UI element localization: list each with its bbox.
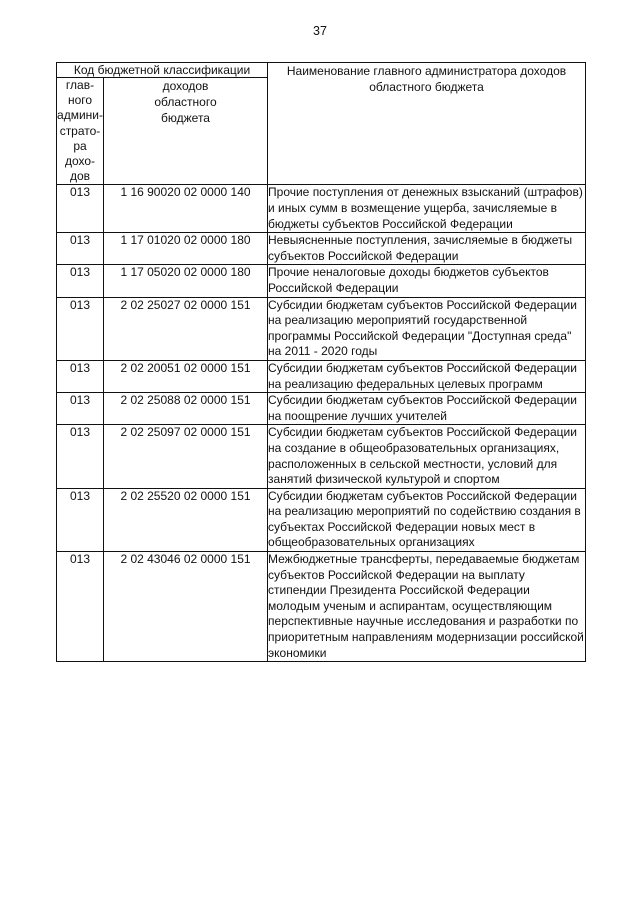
table-body (57, 185, 586, 662)
table-row (57, 552, 586, 662)
table-row (57, 360, 586, 392)
revenue-code-cell: 2 02 43046 02 0000 151 (104, 552, 268, 662)
table-row (57, 393, 586, 425)
header-admin-line: страто- (59, 123, 101, 138)
table-row (57, 297, 586, 360)
budget-classification-table (56, 62, 586, 662)
revenue-name-cell: Субсидии бюджетам субъектов Российской Федерации на поощрение лучших учителей (268, 393, 586, 425)
revenue-code-cell: 1 16 90020 02 0000 140 (104, 185, 268, 233)
revenue-code-cell: 2 02 25520 02 0000 151 (104, 488, 268, 551)
header-budget-classification-code: Код бюджетной классификации (57, 63, 268, 78)
revenue-name-cell: Межбюджетные трансферты, передаваемые бюджетам субъектов Российской Федерации на выплату стипендии Президента Российской Федерации молодым ученым и аспирантам, осуществляющим перспективные научные исследования и разработки по приоритетным направлениям модернизации российской экономики (268, 552, 586, 662)
revenue-name-cell: Субсидии бюджетам субъектов Российской Федерации на реализацию федеральных целевых программ (268, 360, 586, 392)
header-main-administrator (57, 78, 104, 185)
table-row (57, 233, 586, 265)
table-row (57, 488, 586, 551)
revenue-name-cell: Прочие поступления от денежных взысканий (штрафов) и иных сумм в возмещение ущерба, зачисляемые в бюджеты субъектов Российской Федерации (268, 185, 586, 233)
administrator-code-cell: 013 (57, 552, 104, 662)
revenue-code-cell: 2 02 25097 02 0000 151 (104, 425, 268, 488)
administrator-code-cell: 013 (57, 393, 104, 425)
revenue-name-cell: Субсидии бюджетам субъектов Российской Федерации на реализацию мероприятий по содействию создания в субъектах Российской Федерации новых мест в общеобразовательных организациях (268, 488, 586, 551)
page-number: 37 (313, 24, 327, 38)
administrator-code-cell: 013 (57, 297, 104, 360)
table-header (57, 63, 586, 185)
revenue-code-cell: 2 02 25088 02 0000 151 (104, 393, 268, 425)
revenue-name-cell: Прочие неналоговые доходы бюджетов субъектов Российской Федерации (268, 265, 586, 297)
revenue-name-cell: Субсидии бюджетам субъектов Российской Федерации на реализацию мероприятий государственной программы Российской Федерации "Доступная среда" на 2011 - 2020 годы (268, 297, 586, 360)
administrator-code-cell: 013 (57, 265, 104, 297)
header-administrator-name: Наименование главного администратора доходов областного бюджета (268, 63, 586, 185)
header-admin-line: ного (67, 93, 93, 108)
revenue-code-cell: 2 02 25027 02 0000 151 (104, 297, 268, 360)
header-admin-line: дохо- (64, 154, 96, 169)
header-regional-budget-revenue-code (104, 78, 268, 185)
administrator-code-cell: 013 (57, 360, 104, 392)
administrator-code-cell: 013 (57, 185, 104, 233)
header-admin-line: глав- (65, 78, 95, 92)
revenue-name-cell: Субсидии бюджетам субъектов Российской Федерации на создание в общеобразовательных организациях, расположенных в сельской местности, условий для занятий физической культурой и спортом (268, 425, 586, 488)
header-admin-line: админи- (57, 108, 103, 123)
administrator-code-cell: 013 (57, 488, 104, 551)
administrator-code-cell: 013 (57, 425, 104, 488)
revenue-code-cell: 2 02 20051 02 0000 151 (104, 360, 268, 392)
table-row (57, 185, 586, 233)
header-admin-line: дов (69, 169, 91, 184)
header-admin-line: ра (73, 138, 87, 153)
revenue-name-cell: Невыясненные поступления, зачисляемые в бюджеты субъектов Российской Федерации (268, 233, 586, 265)
revenue-code-cell: 1 17 01020 02 0000 180 (104, 233, 268, 265)
administrator-code-cell: 013 (57, 233, 104, 265)
revenue-code-cell: 1 17 05020 02 0000 180 (104, 265, 268, 297)
table-row (57, 265, 586, 297)
table-row (57, 425, 586, 488)
header-code-label: доходов областного бюджета (154, 79, 217, 125)
